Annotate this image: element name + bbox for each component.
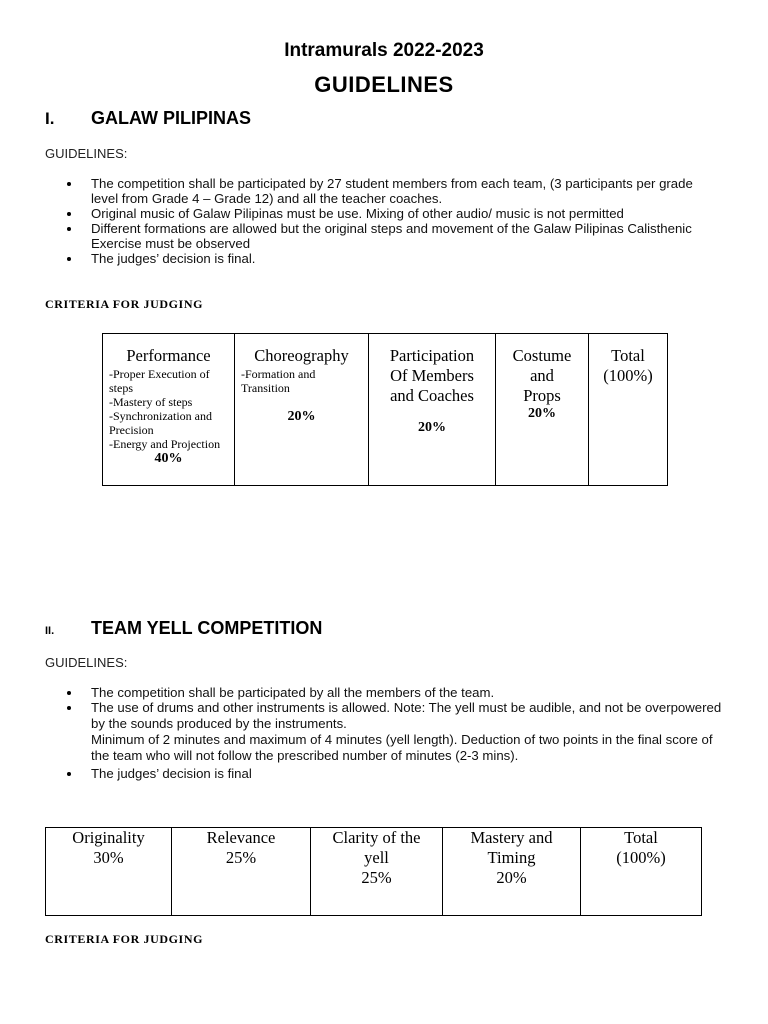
list-item: The competition shall be participated by all the members of the team.: [91, 685, 726, 700]
table-cell-participation: [369, 334, 496, 486]
table-cell-mastery: Mastery and Timing 20%: [443, 828, 581, 916]
cell-percentage: 20%: [287, 409, 316, 424]
list-item: The competition shall be participated by 27 student members from each team, (3 participants per grade level from Grade 4 – Grade 12) and all the teacher coaches.: [91, 176, 723, 206]
list-item: Original music of Galaw Pilipinas must be use. Mixing of other audio/ music is not permitted: [91, 206, 723, 221]
yell-criteria-table: [45, 827, 702, 916]
section-1-guidelines-label: GUIDELINES:: [45, 146, 128, 161]
list-item: The use of drums and other instruments is allowed. Note: The yell must be audible, and not be overpowered by the sounds produced by the instruments. Minimum of 2 minutes and maximum of 4 minutes (yell length). Deduction of two points in the final score of the team who will not follow the prescribed number of minutes (2-3 mins).: [91, 700, 726, 764]
table-cell-clarity: Clarity of the yell 25%: [311, 828, 443, 916]
bullet-icon: [67, 772, 71, 776]
table-cell-total: [589, 334, 668, 486]
section-2-criteria-label: CRITERIA FOR JUDGING: [45, 932, 204, 946]
list-item: The judges’ decision is final.: [91, 251, 723, 266]
table-cell-costume: [496, 334, 589, 486]
bullet-icon: [67, 212, 71, 216]
cell-subtext: -Proper Execution of steps -Mastery of steps -Synchronization and Precision -Energy and Projection: [109, 367, 221, 451]
section-1-title: GALAW PILIPINAS: [91, 108, 252, 128]
section-2-number: II.: [45, 625, 55, 637]
cell-percentage: 40%: [154, 451, 183, 466]
document-title: Intramurals 2022-2023: [284, 40, 484, 61]
section-2-bullet-list: [91, 685, 726, 781]
list-item-note: Minimum of 2 minutes and maximum of 4 minutes (yell length). Deduction of two points in the final score of the team who will not follow the prescribed number of minutes (2-3 mins).: [91, 732, 713, 763]
bullet-icon: [67, 257, 71, 261]
table-cell-total: Total (100%): [581, 828, 702, 916]
cell-heading: Total (100%): [603, 346, 653, 385]
table-cell-relevance: Relevance 25%: [172, 828, 311, 916]
section-1-bullet-list: [91, 176, 723, 266]
bullet-icon: [67, 227, 71, 231]
list-item: The judges’ decision is final: [91, 766, 726, 781]
bullet-icon: [67, 691, 71, 695]
cell-heading: Choreography: [254, 346, 349, 365]
bullet-icon: [67, 182, 71, 186]
table-cell-choreography: [235, 334, 369, 486]
section-1-criteria-label: CRITERIA FOR JUDGING: [45, 297, 204, 311]
section-1-number: I.: [45, 109, 55, 128]
list-item: Different formations are allowed but the original steps and movement of the Galaw Pilipinas Calisthenic Exercise must be observed: [91, 221, 723, 251]
document-subtitle: GUIDELINES: [314, 72, 454, 97]
cell-heading: Performance: [126, 346, 211, 365]
section-2-guidelines-label: GUIDELINES:: [45, 655, 128, 670]
table-cell-performance: [103, 334, 235, 486]
cell-heading: Costume and Props: [512, 346, 572, 405]
table-cell-originality: Originality 30%: [46, 828, 172, 916]
cell-subtext: -Formation and Transition: [241, 367, 316, 395]
galaw-criteria-table: [102, 333, 668, 486]
cell-percentage: 20%: [528, 406, 556, 421]
bullet-icon: [67, 706, 71, 710]
cell-percentage: 20%: [418, 420, 446, 435]
cell-heading: Participation Of Members and Coaches: [389, 346, 475, 405]
section-2-title: TEAM YELL COMPETITION: [91, 618, 323, 638]
